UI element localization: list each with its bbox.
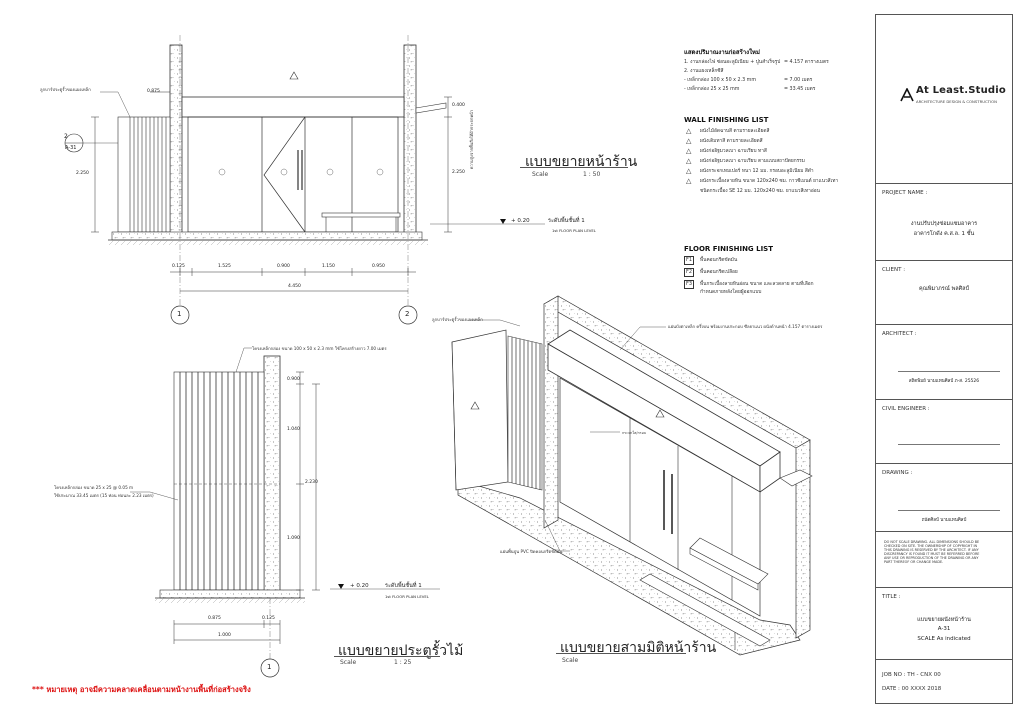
front-seg-4: 1.150 — [322, 264, 335, 269]
section-ref-num: 2 — [64, 133, 68, 140]
project-cell — [876, 183, 1012, 260]
engineer-label: CIVIL ENGINEER : — [882, 406, 930, 412]
iso-mid-label: กระจกใส/กรอบ — [622, 431, 647, 435]
title-label: TITLE : — [882, 594, 901, 600]
wood-title: แบบขยายประตูรั้วไม้ — [338, 643, 464, 659]
sheet-title: แบบขยายผนังหน้าร้าน — [917, 617, 971, 623]
qty-val-4: = 33.45 เมตร — [784, 87, 816, 92]
quantities-title: แสดงปริมาณงานก่อสร้างใหม่ — [684, 49, 760, 56]
wood-left-label-2: ใช้ประมาณ 33.45 เมตร (15 ท่อน ท่อนละ 2.23 เมตร) — [54, 493, 154, 498]
front-level-en: 1st FLOOR PLAN LEVEL — [552, 228, 596, 233]
triangle-icon: △ — [686, 157, 692, 165]
front-title: แบบขยายหน้าร้าน — [525, 154, 638, 170]
wood-b-total: 1.000 — [218, 633, 231, 638]
sheet-number: A-31 — [937, 626, 951, 632]
triangle-icon: △ — [686, 167, 692, 175]
wall-item-2: ผนังเดิมทาสี ตามรายละเอียดสี — [700, 139, 763, 144]
wood-left-label-1: โครงเหล็กกล่อง ขนาด 25 x 25 @ 0.05 m — [54, 485, 134, 490]
iso-bottom-label: แผ่นพื้นปูน PVC ปิดคอนกรีตขัดมัน — [500, 549, 563, 554]
front-floor — [112, 232, 422, 240]
front-seg-3: 0.900 — [277, 264, 290, 269]
front-top-left-label: ลูกบาร์ประตูรั้วของแผงเหล็ก — [40, 87, 91, 92]
floor-finishing-title: FLOOR FINISHING LIST — [684, 245, 773, 253]
grid-2-label: 2 — [405, 310, 410, 318]
wall-item-3: ผนังก่ออิฐมวลเบา ฉาบเรียบ ทาสี — [700, 149, 767, 154]
wood-b-2: 0.125 — [262, 616, 275, 621]
qty-val-1: = 4.157 ตารางเมตร — [784, 60, 829, 65]
wood-h-4: 1.090 — [287, 536, 300, 541]
wall-finishing-title: WALL FINISHING LIST — [684, 116, 769, 124]
drawing-by: ถนัดศิลป์ นามแทนศิลป์ — [921, 518, 967, 523]
wood-top-label: โครงเหล็กกล่อง ขนาด 100 x 50 x 2.3 mm ใช้โครงสร้างยาว 7.00 เมตร — [252, 346, 387, 351]
triangle-icon: △ — [686, 177, 692, 185]
wood-fence-elevation — [130, 348, 440, 677]
floor-item-1: พื้นคอนกรีตขัดมัน — [700, 258, 738, 263]
wall-item-4: ผนังก่ออิฐมวลเบา ฉาบเรียบ ตามแบบสถาปัตยกรรม — [700, 159, 805, 164]
floor-finishing-block — [684, 246, 864, 300]
front-level-value: + 0.20 — [511, 218, 530, 224]
front-top-right: 0.400 — [452, 103, 465, 108]
title-block — [875, 14, 1013, 704]
wood-h-3: 2.230 — [305, 480, 318, 485]
front-total: 4.450 — [288, 284, 301, 289]
client-name: คุณพิมาภรณ์ พลศิลป์ — [919, 286, 969, 292]
wood-level-en: 1st FLOOR PLAN LEVEL — [385, 594, 429, 599]
isometric-view — [452, 296, 812, 655]
wall-item-5: ผนังกระจกเทมเปอร์ หนา 12 มม. กรอบอะลูมิเนียม สีดำ — [700, 169, 814, 174]
engineer-cell — [876, 399, 1012, 463]
floor-code-3: F3 — [686, 281, 693, 287]
level-marker-icon — [500, 219, 506, 224]
right-wall-section — [404, 45, 416, 235]
front-height-left: 2.250 — [76, 171, 89, 176]
project-line-1: งานปรับปรุงซ่อมแซมอาคาร — [910, 221, 978, 227]
floor-item-3: พื้นกระเบื้องลายหินอ่อน ขนาด และลวดลาย ตามที่เลือก — [700, 282, 814, 287]
qty-line-3: - เหล็กกล่อง 100 x 50 x 2.3 mm — [684, 78, 757, 83]
front-seg-2: 1.525 — [218, 264, 231, 269]
wood-h-2: 1.040 — [287, 427, 300, 432]
disclaimer-text: DO NOT SCALE DRAWING. ALL DIMENSIONS SHOULD BE CHECKED ON SITE. THE OWNERSHIP OF COPYRIGHT IN THIS DRAWING IS RESERVED BY THE ARCHITECT. IF ANY DISCREPANCY IS FOUND IT MUST BE REFERRED BEFORE ANY USE OR REPRODUCTION OF THE DRAWING OR ANY PART THEREOF OR CHANGE MADE. — [884, 540, 980, 564]
note-triangle-icon — [290, 72, 298, 79]
grid-1-wood-label: 1 — [267, 663, 272, 671]
front-seg-1: 0.125 — [172, 264, 185, 269]
wood-level-value: + 0.20 — [350, 583, 369, 589]
front-scale: 1 : 50 — [583, 171, 601, 178]
grid-1-label: 1 — [177, 310, 182, 318]
client-cell — [876, 260, 1012, 324]
floor-code-1: F1 — [686, 257, 693, 263]
wood-scale-label: Scale — [340, 659, 357, 666]
floor-code-2: F2 — [686, 269, 693, 275]
front-height-right: 2.250 — [452, 170, 465, 175]
floor-item-2: พื้นคอนกรีตเปลือย — [700, 270, 738, 275]
wall-item-1: ผนังไม้อัดฉาบสี ตามรายละเอียดสี — [700, 129, 770, 134]
project-label: PROJECT NAME : — [882, 190, 928, 196]
project-line-2: อาคารโกดัง ค.ส.ล. 1 ชั้น — [913, 231, 975, 237]
job-cell — [876, 659, 1012, 705]
front-vertical-label: ความสูงจากพื้นถึงใต้ฝ้ากระจกหน้า — [469, 110, 474, 170]
iso-slat-panel — [508, 336, 542, 490]
quantities-block — [684, 50, 864, 96]
qty-line-4: - เหล็กกล่อง 25 x 25 mm — [684, 87, 740, 92]
front-scale-label: Scale — [532, 171, 549, 178]
drawing-cell — [876, 463, 1012, 531]
front-top-left: 0.875 — [147, 89, 160, 94]
wood-scale: 1 : 25 — [394, 659, 412, 666]
wood-h-1: 0.900 — [287, 377, 300, 382]
job-date: DATE : 00 XXXX 2018 — [882, 686, 942, 692]
client-label: CLIENT : — [882, 267, 906, 273]
wood-level-th: ระดับพื้นชั้นที่ 1 — [385, 583, 422, 589]
architect-label: ARCHITECT : — [882, 331, 917, 337]
triangle-icon: △ — [686, 127, 692, 135]
triangle-icon: △ — [686, 137, 692, 145]
bottom-note: *** หมายเหตุ อาจมีความคลาดเคลื่อนตามหน้างานพื้นที่ก่อสร้างจริง — [32, 685, 251, 694]
fence-wall — [264, 356, 280, 596]
studio-logo-icon — [900, 88, 914, 102]
studio-logo — [876, 15, 1012, 183]
wall-item-extra: ชนิดกระเบื้อง SE 12 มม. 120x240 ซม. ยาแนวสีเทาอ่อน — [700, 189, 820, 194]
title-cell — [876, 587, 1012, 659]
wall-finishing-block — [684, 117, 864, 199]
triangle-icon: △ — [686, 147, 692, 155]
disclaimer-cell — [876, 531, 1012, 587]
lintel-box — [182, 97, 404, 117]
architect-cell — [876, 324, 1012, 399]
iso-left-label: ลูกบาร์ประตูรั้วของแผงเหล็ก — [432, 317, 483, 322]
bench — [322, 213, 400, 217]
qty-line-1: 1. งานกล่องไฟ ซ่อนอะลูมิเนียม + ปูนสำเร็จรูป — [684, 60, 781, 65]
iso-scale-label: Scale — [562, 657, 579, 664]
floor-item-3-extra: กำหนดภายหลังโดยผู้ออกแบบ — [700, 290, 762, 295]
iso-top-label: แผ่นบังตาเหล็ก ครึ่งบน พร้อมงานประกอบ ซีลยาแนว ผนังด้านหน้า 4.157 ตารางเมตร — [668, 324, 823, 329]
front-elevation — [65, 35, 545, 324]
studio-subtitle: ARCHITECTURE DESIGN & CONSTRUCTION — [916, 99, 997, 104]
qty-line-2: 2. งานแผงเหล็กซีสี — [684, 69, 724, 74]
sheet-scale: SCALE As indicated — [917, 636, 971, 642]
wall-item-6: ผนังกระเบื้องลายหิน ขนาด 120x240 ซม. กาวซีเมนต์ ยาแนวสีเทา — [700, 179, 839, 184]
front-seg-5: 0.950 — [372, 264, 385, 269]
iso-title: แบบขยายสามมิติหน้าร้าน — [560, 640, 717, 656]
wood-slats — [118, 117, 170, 232]
qty-val-3: = 7.00 เมตร — [784, 78, 813, 83]
architect-name: สถิตพิมย์ นามแทนศิลป์ ภ-ส. 25526 — [908, 379, 980, 384]
section-ref-sheet: A-31 — [65, 145, 77, 151]
job-number: JOB NO : TH - CNX 00 — [882, 672, 941, 678]
front-level-th: ระดับพื้นชั้นที่ 1 — [548, 218, 585, 224]
wood-b-1: 0.875 — [208, 616, 221, 621]
drawing-label: DRAWING : — [882, 470, 913, 476]
studio-name: At Least.Studio — [916, 85, 1006, 96]
